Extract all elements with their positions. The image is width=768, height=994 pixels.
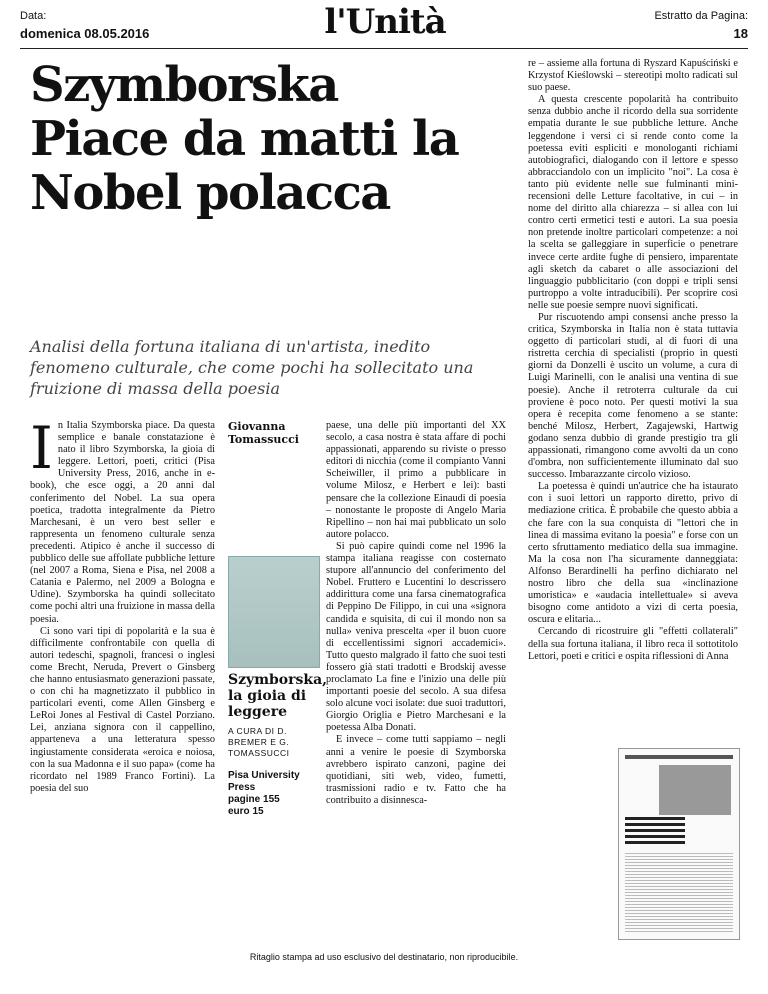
book-title: Szymborska, la gioia di leggere [228, 672, 328, 720]
page-header [654, 10, 748, 41]
article-column-4 [528, 58, 738, 688]
book-publisher-info [228, 770, 320, 818]
paragraph: Ci sono vari tipi di popolarità e la sua è difficilmente confrontabile con quella di autori tedeschi, spagnoli, francesi o inglesi come Brecht, Neruda, Prevert o Ginsberg che hanno entusiasmato generazioni passate, o con chi ha magnetizzato il pubblico in particolari eventi, come Allen Ginsberg e LeRoi Jones al Festival di Castel Porziano. Lei, anziana signora con il cappellino, apparteneva a una letteratura spesso ingiustamente considerata «eroica e noiosa, con la sua Madonna e il suo papa» (come ha ricordato nel 1989 Franco Fortini). La poesia del suo [30, 625, 215, 794]
extract-label: Estratto da Pagina: [654, 10, 748, 22]
book-editors: A CURA DI D. BREMER E G. TOMASSUCCI [228, 726, 290, 758]
paragraph-text: n Italia Szymborska piace. Da questa semplice e banale constatazione è nato il libro Szymborska, la gioia di leggere. Lettori, poeti, critici (Pisa University Press, 2016, anche in e-book), che esce oggi, a 20 anni dal conferimento del Nobel. La sua opera poetica, tradotta integralmente da Pietro Marchesani, è un vero best seller e rappresenta un fenomeno culturale senza precedenti. Atipico è anche il successo di pubblico delle sue affollate pubbliche letture (nel 2007 a Roma, Siena e Pisa, nel 2008 a Catania e Palermo, nel 2009 a Bologna e Udine). Szymborska ha quindi sollecitato come pochi altri una fruizione in massa della poesia. [30, 420, 215, 625]
book-price: euro 15 [228, 806, 264, 817]
thumbnail-header [625, 755, 733, 759]
headline: Szymborska Piace da matti la Nobel polacca [30, 57, 459, 221]
footer-notice: Ritaglio stampa ad uso esclusivo del destinatario, non riproducibile. [249, 952, 519, 962]
paragraph: re – assieme alla fortuna di Ryszard Kapuściński e Krzystof Kieślowski – stereotipi molto radicati sul suo paese. [528, 58, 738, 94]
subheading: Analisi della fortuna italiana di un'artista, inedito fenomeno culturale, che come pochi ha sollecitato una fruizione di massa della poesia [30, 337, 474, 398]
page-number: 18 [733, 26, 748, 41]
author-byline: Giovanna Tomassucci [228, 420, 299, 446]
book-publisher: Pisa University Press [228, 770, 300, 793]
thumbnail-photo [659, 765, 731, 815]
publication-date: domenica 08.05.2016 [20, 26, 150, 41]
paragraph: Cercando di ricostruire gli "effetti collaterali" della sua fortuna italiana, il libro reca il sottotitolo Lettori, poeti e critici e ospita riflessioni di Anna [528, 626, 738, 662]
paragraph: Pur riscuotendo ampi consensi anche presso la critica, Szymborska in Italia non è stata tuttavia oggetto di particolari studi, al di fuori di una ristretta cerchia di specialisti (proprio in questi giorni da Donzelli è uscito un volume, a cura di Luigi Marinelli, con le analisi una ventina di sue poesie). Anche il retroterra culturale da cui proviene è poco noto. Per questi motivi la sua opera è recepita come fenomeno a se stante: benché Milosz, Herbert, Zagajewski, Hartwig godano senza dubbio di grande prestigio tra gli appassionati, rimangono come avvolti da un cono d'ombra, non sufficientemente illuminato dal suo successo. Imbarazzante circolo vizioso. [528, 311, 738, 481]
date-header [20, 10, 149, 41]
page-thumbnail [618, 748, 740, 940]
header-divider [20, 48, 748, 49]
thumbnail-headline [625, 817, 685, 847]
paragraph [30, 414, 215, 626]
thumbnail-text [625, 853, 733, 933]
paragraph: Si può capire quindi come nel 1996 la stampa italiana reagisse con costernato stupore all'annuncio del conferimento del Nobel. Fruttero e Lucentini lo descrissero addirittura come una farsa cinematografica di Peppino De Filippo, in cui una «signora candida e squisita, di cui il mondo non sa nulla» veniva prescelta «per il buon cuore di eccellentissimi signori accademici». Tutto questo malgrado il fatto che suoi testi fossero già stati tradotti e Brodskij avesse proclamato La fine e l'inizio una delle più importanti poesie del secolo. A sua difesa solo alcune voci isolate: due suoi traduttori, Giorgio Origlia e Pietro Marchesani e la poetessa Alba Donati. [326, 540, 506, 734]
date-label: Data: [20, 10, 47, 22]
article-column-2 [228, 420, 320, 446]
paragraph: paese, una delle più importanti del XX secolo, a casa nostra è stata affare di pochi appassionati, apparendo su riviste o presso editori di nicchia (come il compianto Vanni Scheiwiller, il primo a pubblicare in volume Milosz, e Herbert e lei): basti pensare che la collezione Einaudi di poesia – nonostante le proposte di Angelo Maria Ripellino – non hai mai pubblicato un solo autore polacco. [326, 420, 506, 540]
newspaper-logo: l'Unità [324, 2, 446, 42]
article-column-1 [30, 414, 215, 880]
book-pages: pagine 155 [228, 794, 280, 805]
book-cover-image [228, 556, 320, 668]
paragraph: La poetessa è quindi un'autrice che ha istaurato con i suoi lettori un rapporto diretto, privo di mediazione critica. È probabile che questo abbia a che fare con la sua conquista di "lettori che in linea di massima evitano la poesia" e forse con un certo sfruttamento mediatico della sua immagine. Ma la cosa non l'ha sicuramente danneggiata: Alfonso Berardinelli ha perfino dichiarato nel nostro libro che della sua «inclinazione umoristica» e «audacia intellettuale» si aveva bisogno come antidoto a vizi di certa poesia, oscura e elitaria... [528, 481, 738, 626]
paragraph: A questa crescente popolarità ha contribuito senza dubbio anche il ricordo della sua sorridente empatia durante le sue pubbliche letture. Anche leggendone i versi ci si rende conto come la poetessa eviti espliciti e monologanti richiami autobiografici, dialogando con il lettore e spesso abbracciandolo con un implicito "noi". La cosa è tanto più evidente nelle sue fulminanti mini-recensioni delle Letture facoltative, in cui – in nome del diritto alla chiarezza – si allea con lui contro certi ermetici testi e autori. La sua poesia non pretende inoltre particolari competenze: a noi la scelta se galleggiare in superficie o penetrare invece certe ardite fughe di pensiero, imparentate agli sketch da cabaret o alle associazioni del linguaggio pubblicitario (con doppi e tripli sensi purtroppo a volte intraducibili). Per scoprire così nelle sue poesie sempre nuovi significati. [528, 94, 738, 311]
paragraph: E invece – come tutti sappiamo – negli anni a venire le poesie di Szymborska avrebbero ispirato canzoni, pagine dei quotidiani, siti web, video, fumetti, trasmissioni radio e tv. Fatto che ha contribuito a disinnesca- [326, 734, 506, 806]
article-column-3 [326, 420, 506, 880]
drop-cap: I [30, 414, 53, 482]
